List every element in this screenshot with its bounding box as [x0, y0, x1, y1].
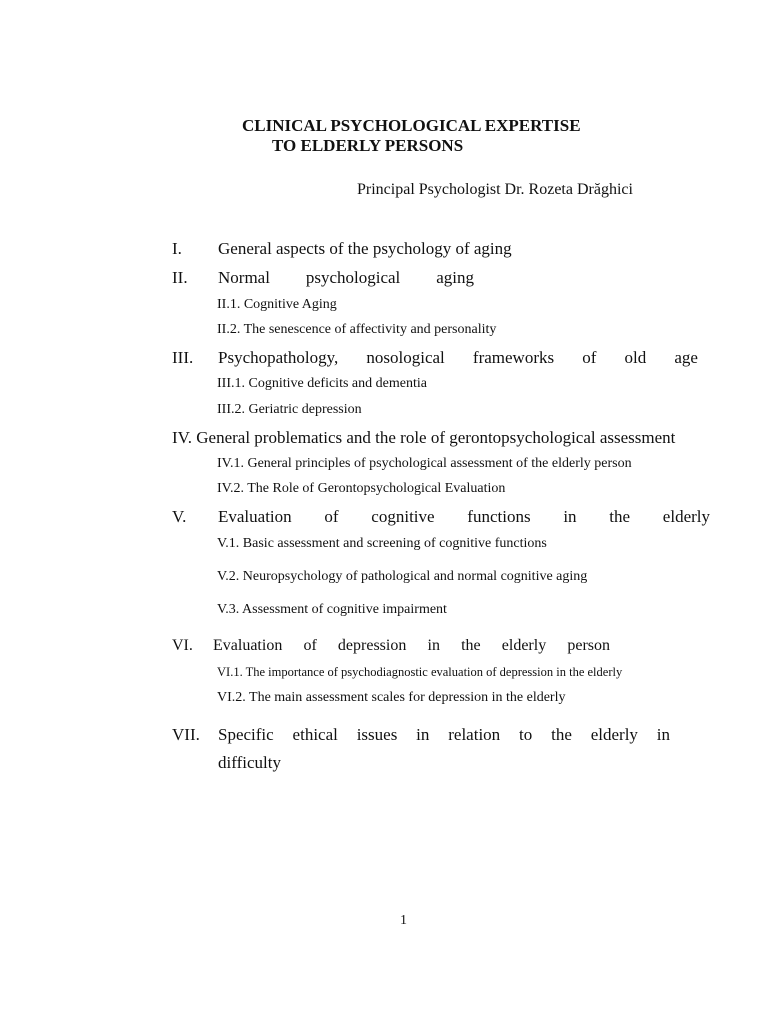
section-title-word: elderly — [501, 637, 547, 654]
section-title-word: the — [609, 507, 631, 526]
section-number: I. — [172, 239, 182, 258]
section-title-word: Psychopathology, — [218, 348, 339, 367]
section-title-word: age — [674, 348, 698, 367]
section-title-word: aging — [436, 268, 474, 287]
section-title — [218, 268, 474, 288]
document-title-line-2: TO ELDERLY PERSONS — [272, 136, 464, 155]
section-title-word: old — [624, 348, 647, 367]
section-number: III. — [172, 348, 194, 367]
section-title-word: elderly — [662, 507, 710, 526]
section-title-word: of — [303, 637, 317, 654]
section-4: IV. General problematics and the role of gerontopsychological assessment — [172, 428, 676, 447]
section-title-word: depression — [337, 637, 407, 654]
subsection-6-2: VI.2. The main assessment scales for depression in the elderly — [217, 690, 566, 705]
section-title-word: General aspects of the psychology of aging — [218, 239, 512, 258]
section-title-word: in — [563, 507, 577, 526]
subsection-4-1: IV.1. General principles of psychological assessment of the elderly person — [217, 456, 632, 471]
section-title-word: frameworks — [472, 348, 555, 367]
subsection-3-2: III.2. Geriatric depression — [217, 402, 362, 417]
subsection-2-2: II.2. The senescence of affectivity and personality — [217, 322, 497, 337]
section-title-word: psychological — [305, 268, 401, 287]
section-title-word: Evaluation — [213, 637, 283, 654]
author-line: Principal Psychologist Dr. Rozeta Drăghici — [357, 181, 633, 198]
section-title-word: Normal — [218, 268, 270, 287]
section-title-word: to — [519, 725, 533, 744]
section-number: V. — [172, 507, 187, 526]
section-title-word: Specific — [218, 725, 274, 744]
section-7-continuation: difficulty — [218, 753, 281, 772]
section-title-word: of — [324, 507, 339, 526]
section-title — [218, 725, 670, 745]
subsection-5-3: V.3. Assessment of cognitive impairment — [217, 602, 447, 617]
section-title-word: person — [567, 637, 610, 654]
section-title-word: the — [551, 725, 572, 744]
subsection-5-1: V.1. Basic assessment and screening of cognitive functions — [217, 536, 547, 551]
section-title — [218, 239, 538, 259]
page-number: 1 — [400, 913, 407, 928]
section-title — [218, 507, 710, 527]
subsection-2-1: II.1. Cognitive Aging — [217, 297, 337, 312]
section-title-word: in — [416, 725, 430, 744]
subsection-5-2: V.2. Neuropsychology of pathological and normal cognitive aging — [217, 569, 588, 584]
section-number: VII. — [172, 725, 200, 744]
section-title-word: ethical — [292, 725, 338, 744]
section-title-word: of — [582, 348, 597, 367]
section-title-word: relation — [448, 725, 501, 744]
subsection-4-2: IV.2. The Role of Gerontopsychological Evaluation — [217, 481, 506, 496]
section-number: VI. — [172, 637, 193, 654]
section-title-word: cognitive — [371, 507, 435, 526]
section-title-word: nosological — [366, 348, 445, 367]
section-title — [218, 348, 698, 368]
section-title-word: in — [427, 637, 440, 654]
section-title-word: issues — [356, 725, 398, 744]
section-title-word: elderly — [590, 725, 638, 744]
section-number: II. — [172, 268, 188, 287]
section-title-word: Evaluation — [218, 507, 292, 526]
section-title — [213, 637, 610, 655]
section-title-word: functions — [467, 507, 531, 526]
subsection-3-1: III.1. Cognitive deficits and dementia — [217, 376, 427, 391]
document-title-line-1: CLINICAL PSYCHOLOGICAL EXPERTISE — [242, 116, 581, 135]
section-title-word: the — [461, 637, 481, 654]
section-title-word: in — [656, 725, 670, 744]
subsection-6-1: VI.1. The importance of psychodiagnostic evaluation of depression in the elderly — [217, 665, 623, 679]
